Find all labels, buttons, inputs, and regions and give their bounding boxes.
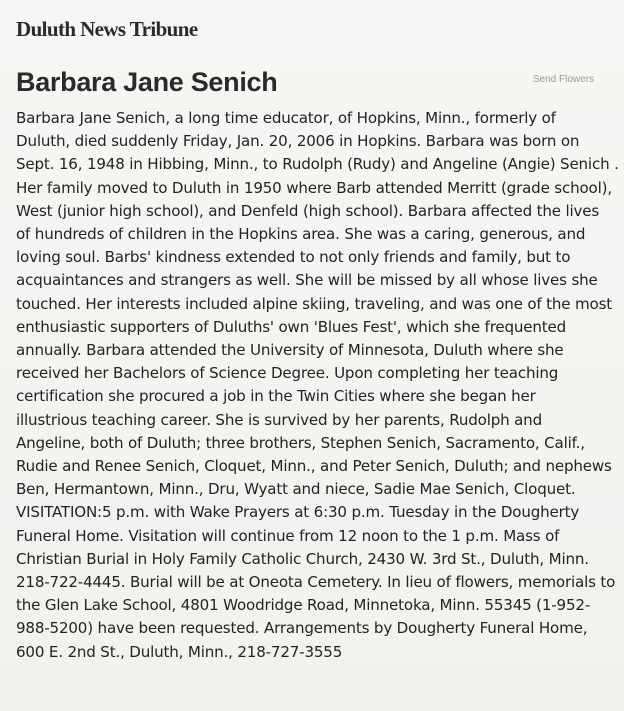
obituary-line: West (junior high school), and Denfeld (high school). Barbara affected the lives bbox=[16, 201, 600, 220]
obituary-line: the Glen Lake School, 4801 Woodridge Road, Minnetoka, Minn. 55345 (1-952- bbox=[16, 596, 591, 615]
obituary-line: Ben, Hermantown, Minn., Dru, Wyatt and niece, Sadie Mae Senich, Cloquet. bbox=[16, 480, 576, 499]
newspaper-masthead: Duluth News Tribune bbox=[16, 17, 198, 41]
obituary-line: loving soul. Barbs' kindness extended to not only friends and family, but to bbox=[16, 248, 571, 267]
send-flowers-link[interactable]: Send Flowers bbox=[532, 74, 594, 85]
obituary-line: enthusiastic supporters of Duluths' own 'Blues Fest', which she frequented bbox=[16, 317, 567, 336]
obituary-line: Sept. 16, 1948 in Hibbing, Minn., to Rudolph (Rudy) and Angeline (Angie) Senich . bbox=[16, 155, 619, 174]
obituary-line: 600 E. 2nd St., Duluth, Minn., 218-727-3555 bbox=[16, 642, 343, 661]
obituary-line: certification she procured a job in the Twin Cities where she began her bbox=[16, 387, 536, 406]
obituary-title: Barbara Jane Senich bbox=[16, 67, 278, 97]
obituary-line: touched. Her interests included alpine skiing, traveling, and was one of the most bbox=[16, 294, 613, 313]
obituary-line: 988-5200) have been requested. Arrangements by Dougherty Funeral Home, bbox=[16, 619, 588, 638]
obituary-line: received her Bachelors of Science Degree. Upon completing her teaching bbox=[16, 364, 559, 383]
obituary-line: 218-722-4445. Burial will be at Oneota Cemetery. In lieu of flowers, memorials to bbox=[16, 573, 616, 592]
obituary-line: acquaintances and strangers as well. She will be missed by all whose lives she bbox=[16, 271, 598, 290]
obituary-line: Her family moved to Duluth in 1950 where Barb attended Merritt (grade school), bbox=[16, 178, 612, 197]
obituary-line: Angeline, both of Duluth; three brothers, Stephen Senich, Sacramento, Calif., bbox=[16, 433, 585, 452]
obituary-line: Funeral Home. Visitation will continue from 12 noon to the 1 p.m. Mass of bbox=[16, 526, 560, 545]
obituary-line: illustrious teaching career. She is survived by her parents, Rudolph and bbox=[16, 410, 542, 429]
obituary-line: VISITATION:5 p.m. with Wake Prayers at 6:30 p.m. Tuesday in the Dougherty bbox=[16, 503, 580, 522]
obituary-line: of hundreds of children in the Hopkins area. She was a caring, generous, and bbox=[16, 225, 586, 244]
obituary-line: Rudie and Renee Senich, Cloquet, Minn., and Peter Senich, Duluth; and nephews bbox=[16, 457, 612, 476]
obituary-body bbox=[16, 107, 619, 664]
obituary-line: annually. Barbara attended the University of Minnesota, Duluth where she bbox=[16, 341, 564, 360]
obituary-line: Barbara Jane Senich, a long time educator, of Hopkins, Minn., formerly of bbox=[16, 109, 556, 127]
obituary-line: Duluth, died suddenly Friday, Jan. 20, 2006 in Hopkins. Barbara was born on bbox=[16, 132, 580, 151]
obituary-line: Christian Burial in Holy Family Catholic Church, 2430 W. 3rd St., Duluth, Minn. bbox=[16, 549, 589, 568]
